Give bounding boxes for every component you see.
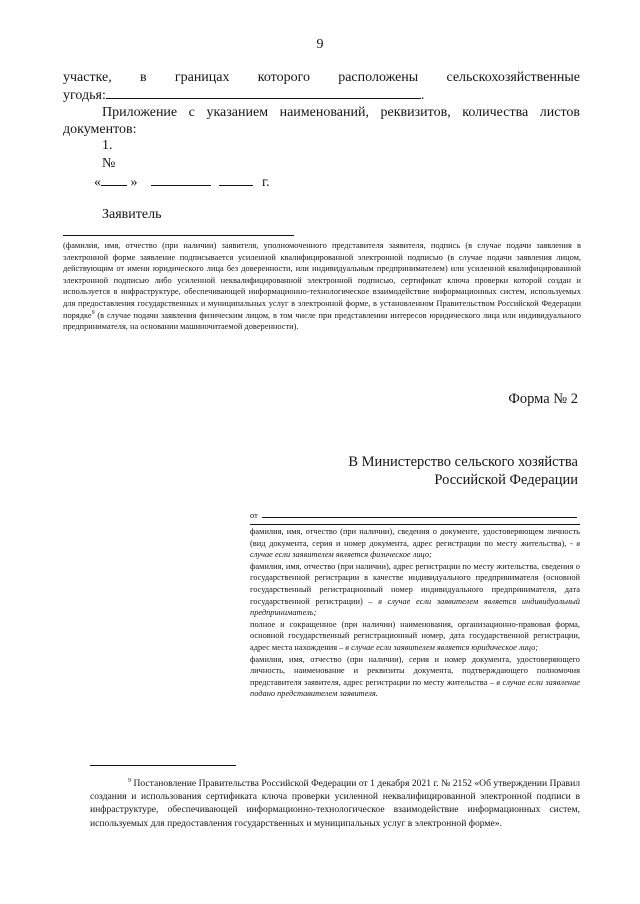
land-word-2: в bbox=[140, 70, 147, 85]
applicant-note-text: (фамилия, имя, отчество (при наличии) заявителя, уполномоченного представителя заявителя, подпись (в случае подачи заявления в электронной форме заявление подписывается усиленной квалифицированной электронной подписью (в случае подачи заявления лицом, действующим от имени юридического лица без доверенности, или индивидуальным предпринимателем) или усиленной квалифицированной электронной подписью либо усиленной неквалифицированной электронной подписью, сертификат ключа проверки которой создан и используется в инфраструктуре, обеспечивающей информационно-технологическое взаимодействие информационных систем, используемых для предоставления государственных и муниципальных услуг в электронной форме, в установленном Правительством Российской Федерации порядке bbox=[63, 241, 581, 320]
land-word-3: границах bbox=[174, 70, 230, 85]
from-entrepreneur bbox=[250, 561, 580, 619]
from-line bbox=[250, 509, 580, 522]
addressee-line-1: В Министерство сельского хозяйства bbox=[348, 454, 578, 470]
from-legal-entity-italic: в случае если заявителем является юридическое лицо; bbox=[343, 642, 539, 652]
from-individual-italic: в случае если заявителем является физическое лицо; bbox=[250, 538, 580, 560]
addressee-line-2: Российской Федерации bbox=[434, 472, 578, 488]
from-blank-line-2 bbox=[250, 524, 580, 525]
from-entrepreneur-text: фамилия, имя, отчество (при наличии), адрес регистрации по месту жительства, сведения о государственной регистрации в качестве индивидуального предпринимателя (основной государственный регистрационный номер индивидуального предпринимателя, дата государственной регистрации) – bbox=[250, 561, 580, 606]
from-description bbox=[250, 526, 580, 700]
date-line bbox=[94, 173, 270, 191]
from-representative-italic: в случае если заявление подано представителем заявителя. bbox=[250, 677, 580, 699]
date-year-suffix: г. bbox=[262, 175, 270, 190]
applicant-note bbox=[63, 240, 581, 333]
footnote-mark: 9 bbox=[128, 777, 131, 784]
from-entrepreneur-italic: в случае если заявителем является индивидуальный предприниматель; bbox=[250, 596, 580, 618]
date-month-blank bbox=[151, 173, 211, 186]
form-label: Форма № 2 bbox=[508, 391, 578, 407]
land-word-1: участке, bbox=[63, 70, 112, 85]
date-close-quote: » bbox=[130, 175, 138, 190]
from-representative-text: фамилия, имя, отчество (при наличии), серия и номер документа, удостоверяющего личность, наименование и реквизиты документа, подтверждающего полномочия представителя заявителя, адрес регистрации по месту жительства – bbox=[250, 654, 580, 687]
applicant-note-text-after: (в случае подачи заявления физическим лицом, в том числе при представлении интересов юридического лица или индивидуального предпринимателя, на основании машиночитаемой доверенности). bbox=[63, 310, 581, 332]
land-label: угодья: bbox=[63, 88, 106, 103]
date-year-blank bbox=[219, 173, 253, 186]
from-blank bbox=[262, 509, 577, 518]
from-legal-entity bbox=[250, 619, 580, 654]
land-word-6: сельскохозяйственные bbox=[446, 70, 580, 85]
land-end: . bbox=[420, 88, 425, 103]
from-representative bbox=[250, 654, 580, 700]
date-open-quote: « bbox=[94, 175, 101, 190]
page-number: 9 bbox=[316, 37, 324, 52]
from-label: от bbox=[250, 511, 258, 520]
footnote-ref: 9 bbox=[91, 309, 95, 316]
footnote bbox=[90, 777, 580, 830]
from-individual bbox=[250, 526, 580, 561]
land-blank bbox=[106, 86, 421, 99]
appendix-item-1: 1. bbox=[102, 138, 113, 153]
footnote-text: Постановление Правительства Российской Федерации от 1 декабря 2021 г. № 2152 «Об утверждении Правил создания и использования сертификата ключа проверки усиленной неквалифицированной электронной подписи в инфраструктуре, обеспечивающей информационно-технологическое взаимодействие информационных систем, используемых для предоставления государственных и муниципальных услуг в электронной форме». bbox=[90, 778, 580, 829]
appendix-line-1: Приложение с указанием наименований, реквизитов, количества листов bbox=[102, 105, 580, 120]
date-day-blank bbox=[101, 173, 127, 186]
land-word-4: которого bbox=[257, 70, 310, 85]
applicant-label: Заявитель bbox=[102, 207, 162, 222]
applicant-signature-line bbox=[63, 235, 294, 236]
appendix-line-2: документов: bbox=[63, 122, 137, 137]
footnote-separator bbox=[90, 765, 236, 766]
number-sign: № bbox=[102, 156, 116, 171]
from-individual-text: фамилия, имя, отчество (при наличии), сведения о документе, удостоверяющем личность (вид документа, серия и номер документа, адрес регистрации по месту жительства), - bbox=[250, 527, 580, 548]
from-legal-entity-text: полное и сокращенное (при наличии) наименования, организационно-правовая форма, основной государственный регистрационный номер, дата государственной регистрации, адрес места нахождения – bbox=[250, 619, 580, 652]
land-line-1 bbox=[63, 69, 580, 86]
land-word-5: расположены bbox=[338, 70, 419, 85]
land-line-2 bbox=[63, 86, 424, 104]
